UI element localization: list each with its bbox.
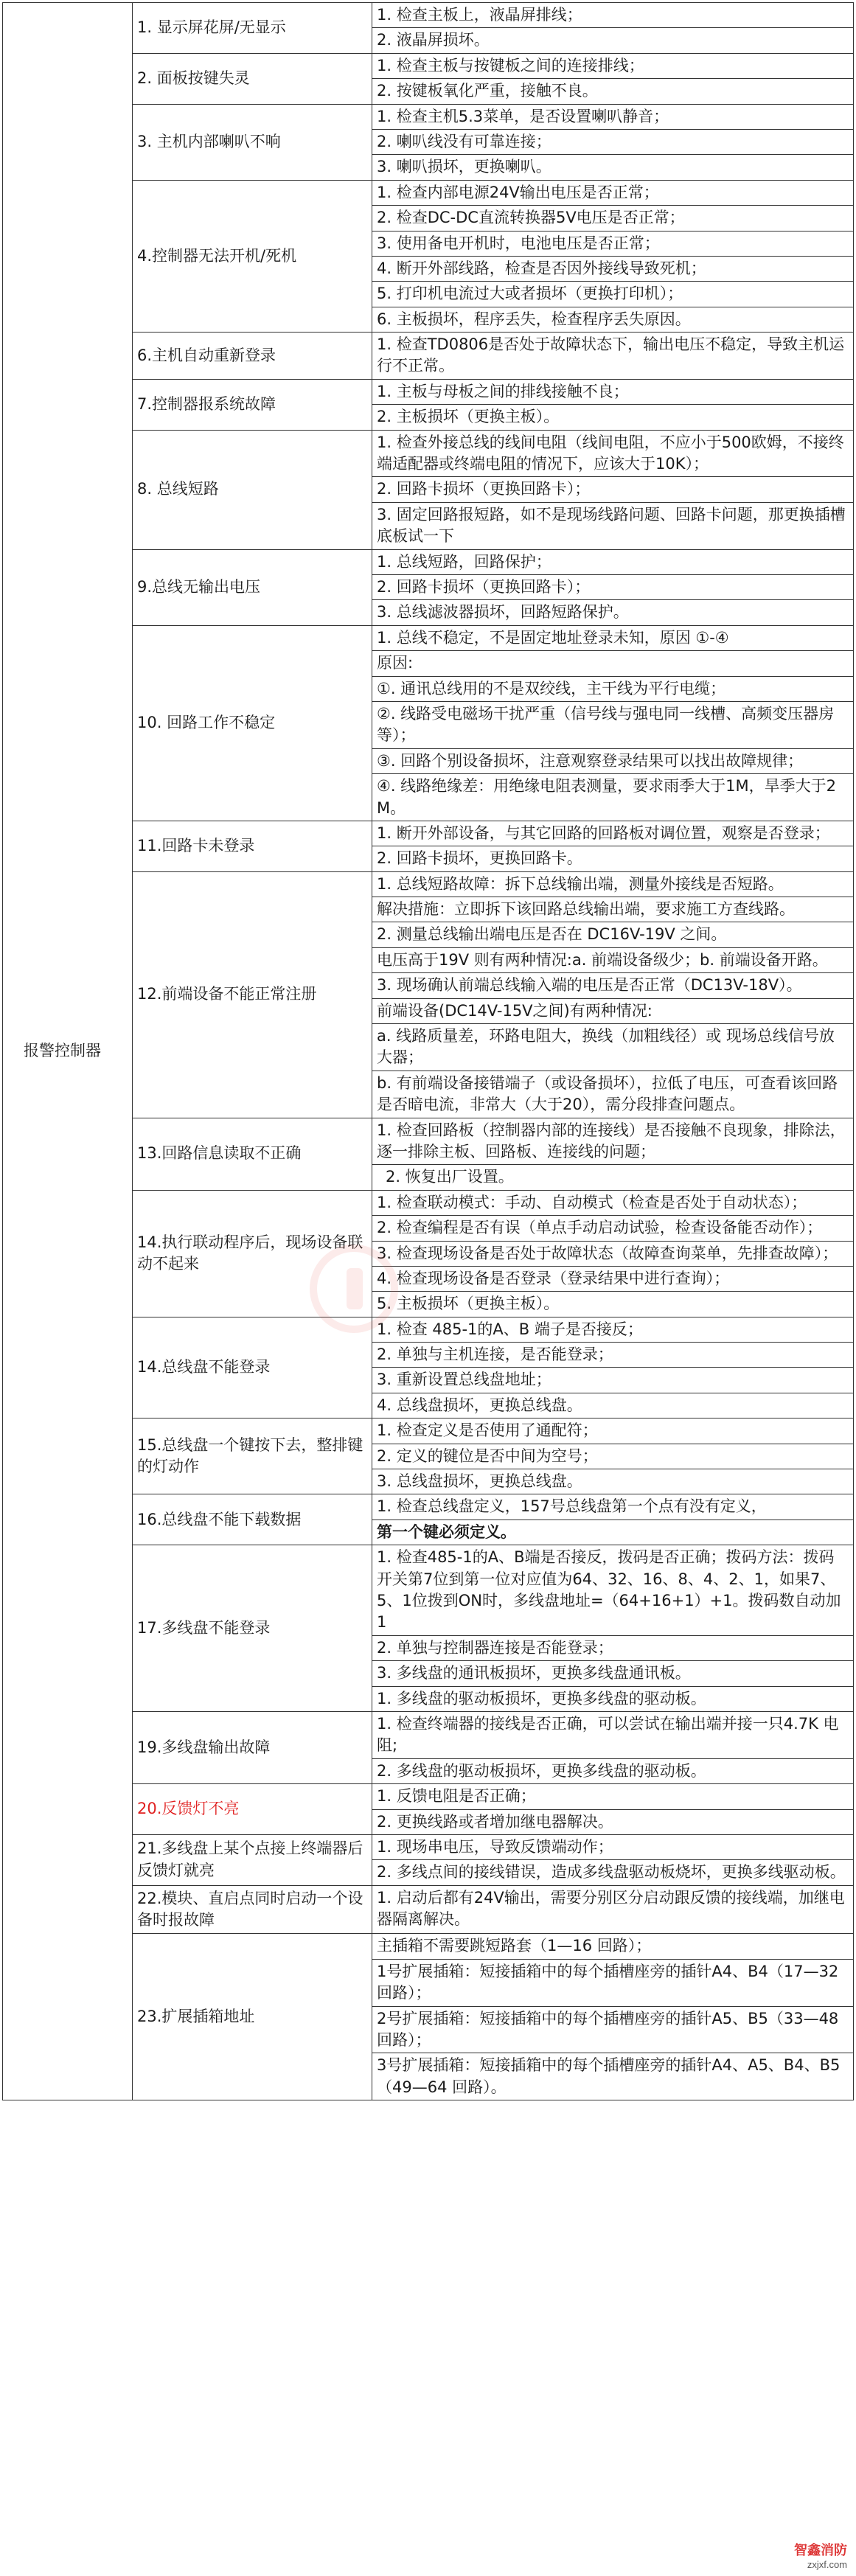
step-cell: 第一个键必须定义。 — [372, 1520, 854, 1545]
issue-cell: 14.总线盘不能登录 — [133, 1317, 372, 1418]
step-cell: 电压高于19V 则有两种情况:a. 前端设备级少；b. 前端设备开路。 — [372, 947, 854, 972]
step-cell: 2. 测量总线输出端电压是否在 DC16V-19V 之间。 — [372, 922, 854, 947]
step-cell: 1. 总线短路，回路保护； — [372, 549, 854, 574]
step-cell: 1. 反馈电阻是否正确； — [372, 1784, 854, 1809]
step-cell: ②. 线路受电磁场干扰严重（信号线与强电同一线槽、高频变压器房等）； — [372, 701, 854, 748]
issue-cell: 3. 主机内部喇叭不响 — [133, 104, 372, 180]
step-cell: 1. 检查终端器的接线是否正确，可以尝试在输出端并接一只4.7K 电阻; — [372, 1711, 854, 1758]
step-cell: 1. 检查主机5.3菜单，是否设置喇叭静音； — [372, 104, 854, 129]
step-cell: 3. 总线滤波器损坏，回路短路保护。 — [372, 600, 854, 625]
step-cell: 1. 检查外接总线的线间电阻（线间电阻，不应小于500欧姆，不接终端适配器或终端电阻的情况下，应该大于10K）； — [372, 430, 854, 477]
step-cell: 3. 固定回路报短路，如不是现场线路问题、回路卡问题，那更换插槽底板试一下 — [372, 502, 854, 549]
step-cell: 2. 单独与主机连接，是否能登录； — [372, 1343, 854, 1368]
step-cell: ①. 通讯总线用的不是双绞线，主干线为平行电缆； — [372, 676, 854, 701]
step-cell: 1. 检查 485-1的A、B 端子是否接反； — [372, 1317, 854, 1342]
step-cell: 2. 主板损坏（更换主板）。 — [372, 405, 854, 430]
step-cell: 1. 总线不稳定，不是固定地址登录未知，原因 ①-④ — [372, 625, 854, 650]
watermark-logo-icon — [310, 1245, 398, 1333]
step-cell: 3. 使用备电开机时，电池电压是否正常； — [372, 231, 854, 256]
issue-cell: 9.总线无输出电压 — [133, 549, 372, 625]
step-cell: 3. 总线盘损坏，更换总线盘。 — [372, 1469, 854, 1494]
step-cell: 2. 按键板氧化严重，接触不良。 — [372, 79, 854, 104]
step-cell: 1. 检查主板上，液晶屏排线； — [372, 3, 854, 28]
step-cell: 2. 更换线路或者增加继电器解决。 — [372, 1809, 854, 1834]
step-cell: 2. 单独与控制器连接是否能登录； — [372, 1635, 854, 1660]
issue-cell: 12.前端设备不能正常注册 — [133, 871, 372, 1118]
step-cell: 3. 重新设置总线盘地址； — [372, 1368, 854, 1393]
step-cell: 2. 喇叭线没有可靠连接； — [372, 129, 854, 154]
step-cell: 原因: — [372, 651, 854, 676]
step-cell: 1. 断开外部设备，与其它回路的回路板对调位置，观察是否登录； — [372, 821, 854, 846]
step-cell: 2. 多线盘的驱动板损坏，更换多线盘的驱动板。 — [372, 1758, 854, 1783]
step-cell: 1. 检查485-1的A、B端是否接反，拨码是否正确；拨码方法：拨码开关第7位到第一位对应值为64、32、16、8、4、2、1，如果7、5、1位拨到ON时，多线盘地址=（64+16+1）+1。拨码数自动加1 — [372, 1545, 854, 1636]
step-cell: 3. 喇叭损坏，更换喇叭。 — [372, 155, 854, 180]
issue-cell: 8. 总线短路 — [133, 430, 372, 549]
issue-cell: 20.反馈灯不亮 — [133, 1784, 372, 1835]
issue-cell: 15.总线盘一个键按下去，整排键的灯动作 — [133, 1418, 372, 1494]
step-cell: 4. 断开外部线路，检查是否因外接线导致死机； — [372, 256, 854, 281]
step-cell: 4. 检查现场设备是否登录（登录结果中进行查询）； — [372, 1266, 854, 1291]
step-cell: 解决措施：立即拆下该回路总线输出端，要求施工方查线路。 — [372, 897, 854, 922]
step-cell: ③. 回路个别设备损坏，注意观察登录结果可以找出故障规律； — [372, 748, 854, 773]
issue-cell: 22.模块、直启点同时启动一个设备时报故障 — [133, 1885, 372, 1934]
brand-url: zxjxf.com — [807, 2559, 847, 2570]
fault-table — [2, 2, 854, 2100]
step-cell: b. 有前端设备接错端子（或设备损坏），拉低了电压，可查看该回路是否暗电流，非常大（大于20），需分段排查问题点。 — [372, 1071, 854, 1118]
table-body — [3, 3, 854, 2100]
issue-cell: 4.控制器无法开机/死机 — [133, 180, 372, 332]
issue-cell: 21.多线盘上某个点接上终端器后反馈灯就亮 — [133, 1834, 372, 1885]
step-cell: 1. 检查定义是否使用了通配符； — [372, 1418, 854, 1444]
brand-name: 智鑫消防 — [794, 2543, 847, 2558]
issue-cell: 2. 面板按键失灵 — [133, 53, 372, 104]
step-cell: 2. 液晶屏损坏。 — [372, 28, 854, 53]
step-cell: 1. 多线盘的驱动板损坏，更换多线盘的驱动板。 — [372, 1686, 854, 1711]
step-cell: 2. 定义的键位是否中间为空号； — [372, 1444, 854, 1469]
issue-cell: 10. 回路工作不稳定 — [133, 625, 372, 821]
issue-cell: 17.多线盘不能登录 — [133, 1545, 372, 1712]
step-cell: 2. 回路卡损坏（更换回路卡）； — [372, 574, 854, 599]
step-cell: 3号扩展插箱：短接插箱中的每个插槽座旁的插针A4、A5、B4、B5（49—64 回路）。 — [372, 2053, 854, 2100]
category-cell: 报警控制器 — [3, 3, 133, 2100]
step-cell: 2号扩展插箱：短接插箱中的每个插槽座旁的插针A5、B5（33—48 回路）； — [372, 2006, 854, 2053]
step-cell: 1. 检查总线盘定义，157号总线盘第一个点有没有定义， — [372, 1494, 854, 1520]
issue-cell: 14.执行联动程序后，现场设备联动不起来 — [133, 1190, 372, 1317]
step-cell: ④. 线路绝缘差：用绝缘电阻表测量，要求雨季大于1M，旱季大于2M。 — [372, 774, 854, 821]
step-cell: 1. 总线短路故障：拆下总线输出端，测量外接线是否短路。 — [372, 871, 854, 897]
step-cell: 1. 现场串电压，导致反馈端动作； — [372, 1834, 854, 1859]
step-cell: 5. 主板损坏（更换主板）。 — [372, 1292, 854, 1317]
step-cell: a. 线路质量差，环路电阻大，换线（加粗线径）或 现场总线信号放大器； — [372, 1024, 854, 1071]
issue-cell: 13.回路信息读取不正确 — [133, 1118, 372, 1190]
step-cell: 6. 主板损坏，程序丢失，检查程序丢失原因。 — [372, 307, 854, 332]
step-cell: 1. 检查TD0806是否处于故障状态下，输出电压不稳定，导致主机运行不正常。 — [372, 333, 854, 380]
issue-cell: 19.多线盘输出故障 — [133, 1711, 372, 1783]
step-cell: 1. 主板与母板之间的排线接触不良； — [372, 379, 854, 404]
step-cell: 2. 回路卡损坏，更换回路卡。 — [372, 846, 854, 871]
issue-cell: 23.扩展插箱地址 — [133, 1934, 372, 2100]
step-cell: 2. 多线点间的接线错误，造成多线盘驱动板烧坏，更换多线驱动板。 — [372, 1860, 854, 1885]
step-cell: 1. 启动后都有24V输出，需要分别区分启动跟反馈的接线端，加继电器隔离解决。 — [372, 1885, 854, 1934]
issue-cell: 11.回路卡未登录 — [133, 821, 372, 871]
issue-cell: 7.控制器报系统故障 — [133, 379, 372, 430]
step-cell: 3. 检查现场设备是否处于故障状态（故障查询菜单，先排查故障）； — [372, 1241, 854, 1266]
step-cell: 3. 多线盘的通讯板损坏，更换多线盘通讯板。 — [372, 1661, 854, 1686]
step-cell: 2. 检查DC-DC直流转换器5V电压是否正常； — [372, 206, 854, 231]
issue-cell: 6.主机自动重新登录 — [133, 333, 372, 380]
step-cell: 1. 检查主板与按键板之间的连接排线； — [372, 53, 854, 78]
step-cell: 3. 现场确认前端总线输入端的电压是否正常（DC13V-18V）。 — [372, 973, 854, 998]
issue-cell: 16.总线盘不能下载数据 — [133, 1494, 372, 1545]
issue-cell: 1. 显示屏花屏/无显示 — [133, 3, 372, 54]
step-cell: 4. 总线盘损坏，更换总线盘。 — [372, 1393, 854, 1418]
table-row — [3, 3, 854, 28]
step-cell: 5. 打印机电流过大或者损坏（更换打印机）； — [372, 282, 854, 307]
step-cell: 2. 回路卡损坏（更换回路卡）； — [372, 477, 854, 502]
brand-mark — [794, 2540, 847, 2570]
step-cell: 主插箱不需要跳短路套（1—16 回路）； — [372, 1934, 854, 1959]
step-cell: 2. 检查编程是否有误（单点手动启动试验，检查设备能否动作）； — [372, 1216, 854, 1241]
step-cell: 2. 恢复出厂设置。 — [372, 1165, 854, 1190]
step-cell: 1. 检查内部电源24V输出电压是否正常； — [372, 180, 854, 205]
step-cell: 1. 检查联动模式：手动、自动模式（检查是否处于自动状态）； — [372, 1190, 854, 1215]
step-cell: 前端设备(DC14V-15V之间)有两种情况: — [372, 998, 854, 1023]
step-cell: 1. 检查回路板（控制器内部的连接线）是否接触不良现象，排除法，逐一排除主板、回路板、连接线的问题； — [372, 1118, 854, 1165]
step-cell: 1号扩展插箱：短接插箱中的每个插槽座旁的插针A4、B4（17—32 回路）； — [372, 1959, 854, 2006]
